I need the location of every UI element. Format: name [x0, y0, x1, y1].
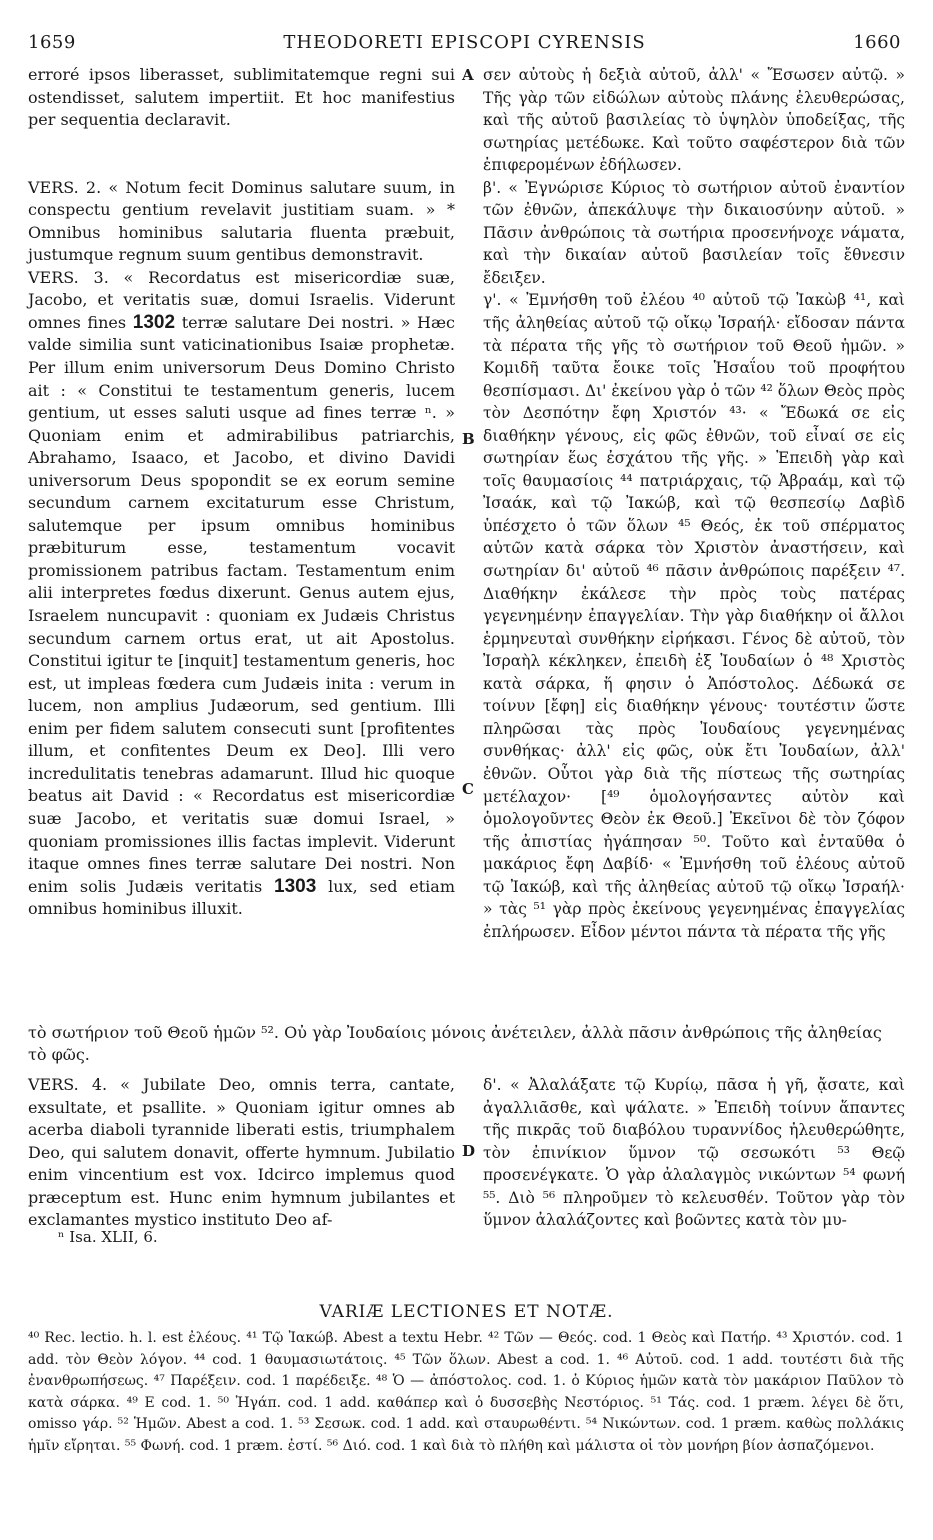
latin-column-1 [28, 64, 455, 921]
notes-title: VARIÆ LECTIONES ET NOTÆ. [319, 1302, 614, 1322]
margin-letter-a: A [462, 66, 474, 84]
margin-letter-c: C [462, 780, 474, 798]
page-number-right: 1660 [853, 32, 901, 53]
page-number-left: 1659 [28, 32, 76, 53]
fullwidth-greek-line: τὸ σωτήριον τοῦ Θεοῦ ἡμῶν ⁵². Οὐ γὰρ Ἰουδαίοις μόνοις ἀνέτειλεν, ἀλλὰ πᾶσιν ἀνθρώποις τῆς ἀληθείας τὸ φῶς. [28, 1023, 882, 1064]
margin-letter-b: B [462, 430, 475, 448]
latin-paragraph: VERS. 2. « Notum fecit Dominus salutare suum, in conspectu gentium revelavit justitiam suam. » * Omnibus hominibus salutaria fluenta præbuit, justumque regnum suum gentibus demonstravit. [28, 177, 455, 265]
column-number: 1302 [132, 311, 176, 333]
latin-paragraph: erroré ipsos liberasset, sublimitatemque regni sui ostendisset, salutem impertiit. Et hoc manifestius per sequentia declaravit. [28, 65, 455, 130]
latin-text: terræ salutare Dei nostri. » Hæc valde similia sunt vaticinationibus Isaiæ prophetæ. Per illum enim universorum Deus Domino Christo ait : « Constitui te testamentum generis, lucem gentium, ut esses saluti usque ad fines terræ ⁿ. » Quoniam enim et admirabilibus patriarchis, Abrahamo, Isaaco, et Jacobo, et divino Davidi universorum Deus spopondit se ex eorum semine secundum carnem excitaturum esse Christum, salutemque per ipsum omnibus hominibus præbiturum esse, testamentum vocavit promissionem patribus factam. Testamentum enim alii interpretes fœdus dixerunt. Genus autem ejus, Israelem nuncupavit : quoniam ex Judæis Christus secundum carnem ortus erat, ut ait Apostolus. Constitui igitur te [inquit] testamentum generis, hoc est, ut impleas fœdera cum Judæis inita : verum in lucem, non amplius Judæorum, sed gentium. Illi enim per fidem salutem consecuti sunt [profitentes illum, et confitentes Deum ex Deo]. Illi vero incredulitatis tenebras adamarunt. Illud hic quoque beatus ait David : « Recordatus est misericordiæ suæ Jacobo, et veritatis suæ domui Israel, » quoniam promissiones illis factas implevit. Viderunt itaque omnes fines terræ salutare Dei nostri. Non enim solis Judæis veritatis [28, 312, 455, 896]
latin-column-2 [28, 1074, 455, 1232]
footnote: ⁿ Isa. XLII, 6. [58, 1228, 158, 1246]
column-number: 1303 [274, 875, 317, 897]
margin-letter-d: D [462, 1142, 476, 1160]
notes-text: ⁴⁰ Rec. lectio. h. l. est ἐλέους. ⁴¹ Τῷ Ἰακώβ. Abest a textu Hebr. ⁴² Τῶν — Θεός. cod. 1 Θεὸς καὶ Πατήρ. ⁴³ Χριστόν. cod. 1 add. τὸν Θεὸν λόγον. ⁴⁴ cod. 1 θαυμασιωτάτοις. ⁴⁵ Τῶν ὅλων. Abest a cod. 1. ⁴⁶ Αὐτοῦ. cod. 1 add. τουτέστι διὰ τῆς ἐνανθρωπήσεως. ⁴⁷ Παρέξειν. cod. 1 παρέδειξε. ⁴⁸ Ὁ — ἀπόστολος. cod. 1. ὁ Κύριος ἡμῶν κατὰ τὸν μακάριον Παῦλον τὸ κατὰ σάρκα. ⁴⁹ E cod. 1. ⁵⁰ Ἠγάπ. cod. 1 add. καθάπερ καὶ ὁ δυσσεβὴς Νεστόριος. ⁵¹ Τάς. cod. 1 præm. λέγει δὲ ὅτι, omisso γάρ. ⁵² Ἡμῶν. Abest a cod. 1. ⁵³ Σεσωκ. cod. 1 add. καὶ σταυρωθέντι. ⁵⁴ Νικώντων. cod. 1 præm. καθὼς πολλάκις ἡμῖν εἴρηται. ⁵⁵ Φωνή. cod. 1 præm. ἐστί. ⁵⁶ Διό. cod. 1 καὶ διὰ τὸ πλήθη καὶ μάλιστα οἱ τὸν μονήρη βίον ἀσπαζόμενοι. [28, 1330, 904, 1454]
greek-paragraph: δ'. « Ἀλαλάξατε τῷ Κυρίῳ, πᾶσα ἡ γῆ, ᾄσατε, καὶ ἀγαλλιᾶσθε, καὶ ψάλατε. » Ἐπειδὴ τοίνυν ἅπαντες τῆς πικρᾶς τοῦ διαβόλου τυραννίδος ἠλευθερώθητε, τὸν ἐπινίκιον ὕμνον τῷ σεσωκότι ⁵³ Θεῷ προσενέγκατε. Ὁ γὰρ ἀλαλαγμὸς νικώντων ⁵⁴ φωνή ⁵⁵. Διὸ ⁵⁶ πληροῦμεν τὸ κελευσθέν. Τοῦτον γὰρ τὸν ὕμνον ἀλαλάζοντες καὶ βοῶντες κατὰ τὸν μυ- [483, 1076, 905, 1230]
latin-paragraph [28, 267, 455, 921]
greek-column-2 [483, 1074, 905, 1232]
running-title: THEODORETI EPISCOPI CYRENSIS [283, 32, 646, 53]
latin-text: lux, sed etiam omnibus hominibus illuxit. [28, 876, 456, 919]
greek-column-1 [483, 64, 905, 943]
greek-paragraph: β'. « Ἐγνώρισε Κύριος τὸ σωτήριον αὐτοῦ ἐναντίον τῶν ἐθνῶν, ἀπεκάλυψε τὴν δικαιοσύνην αὐτοῦ. » Πᾶσιν ἀνθρώποις τὰ σωτήρια προσενήνοχε νάματα, καὶ τὴν δικαίαν αὐτοῦ βασιλείαν τοῖς ἔθνεσιν ἔδειξεν. [483, 178, 905, 287]
latin-paragraph: VERS. 4. « Jubilate Deo, omnis terra, cantate, exsultate, et psallite. » Quoniam igitur omnes ab acerba diaboli tyrannide liberati estis, triumphalem Deo, qui salutem donavit, offerte hymnum. Jubilatio enim vincentium est vox. Idcirco implemus quod præceptum est. Hunc enim hymnum jubilantes et exclamantes mystico instituto Deo af- [28, 1075, 455, 1230]
greek-paragraph: γ'. « Ἐμνήσθη τοῦ ἐλέου ⁴⁰ αὐτοῦ τῷ Ἰακὼβ ⁴¹, καὶ τῆς ἀληθείας αὐτοῦ τῷ οἴκῳ Ἰσραήλ· εἴδοσαν πάντα τὰ πέρατα τῆς γῆς τὸ σωτήριον τοῦ Θεοῦ ἡμῶν. » Κομιδῆ ταῦτα ἔοικε τοῖς Ἡσαΐου τοῦ προφήτου θεσπίσμασι. Δι' ἐκείνου γὰρ ὁ τῶν ⁴² ὅλων Θεὸς πρὸς τὸν Δεσπότην ἔφη Χριστόν ⁴³· « Ἔδωκά σε εἰς διαθήκην γένους, εἰς φῶς ἐθνῶν, τοῦ εἶναί σε εἰς σωτηρίαν ἕως ἐσχάτου τῆς γῆς. » Ἐπειδὴ γὰρ καὶ τοῖς θαυμασίοις ⁴⁴ πατριάρχαις, τῷ Ἀβραάμ, καὶ τῷ Ἰσαάκ, καὶ τῷ Ἰακώβ, καὶ τῷ θεσπεσίῳ Δαβὶδ ὑπέσχετο ὁ τῶν ὅλων ⁴⁵ Θεός, ἐκ τοῦ σπέρματος αὐτῶν κατὰ σάρκα τὸν Χριστὸν ἀναστήσειν, καὶ σωτηρίαν δι' αὐτοῦ ⁴⁶ πᾶσιν ἀνθρώποις παρέξειν ⁴⁷. Διαθήκην ἐκάλεσε τὴν πρὸς τοὺς πατέρας γεγενημένην ἐπαγγελίαν. Τὴν γὰρ διαθήκην οἱ ἄλλοι ἑρμηνευταὶ συνθήκην εἰρήκασι. Γένος δὲ αὐτοῦ, τὸν Ἰσραὴλ κέκληκεν, ἐπειδὴ ἐξ Ἰουδαίων ὁ ⁴⁸ Χριστὸς κατὰ σάρκα, ἥ φησιν ὁ Ἀπόστολος. Δέδωκά σε τοίνυν [ἔφη] εἰς διαθήκην γένους· τουτέστιν ὥστε πληρῶσαι τὰς πρὸς Ἰουδαίους γεγενημένας συνθήκας· ἀλλ' εἰς φῶς, οὐκ ἔτι Ἰουδαίων, ἀλλ' ἐθνῶν. Οὗτοι γὰρ διὰ τῆς πίστεως τῆς σωτηρίας μετέλαχον· [⁴⁹ ὁμολογήσαντες αὐτὸν καὶ ὁμολογοῦντες Θεὸν ἐκ Θεοῦ.] Ἐκεῖνοι δὲ τὸν ζόφον τῆς ἀπιστίας ἠγάπησαν ⁵⁰. Τοῦτο καὶ ἐνταῦθα ὁ μακάριος ἔφη Δαβίδ· « Ἐμνήσθη τοῦ ἐλέους αὐτοῦ τῷ Ἰακώβ, καὶ τῆς ἀληθείας αὐτοῦ τῷ οἴκῳ Ἰσραήλ· » τὰς ⁵¹ γὰρ πρὸς ἐκείνους γεγενημένας ἐπαγγελίας ἐπλήρωσεν. Εἶδον μέντοι πάντα τὰ πέρατα τῆς γῆς [483, 291, 905, 941]
greek-paragraph: σεν αὐτοὺς ἡ δεξιὰ αὐτοῦ, ἀλλ' « Ἔσωσεν αὐτῷ. » Τῆς γὰρ τῶν εἰδώλων αὐτοὺς πλάνης ἐλευθερώσας, καὶ τῆς αὐτοῦ βασιλείας τὸ ὑψηλὸν ὑποδείξας, τῆς σωτηρίας μετέδωκε. Καὶ τοῦτο σαφέστερον διὰ τῶν ἐπιφερομένων ἐδήλωσεν. [483, 66, 905, 175]
running-header [28, 32, 901, 58]
latin-text: VERS. 3. « Recordatus est misericordiæ suæ, Jacobo, et veritatis suæ, domui Israelis. Viderunt omnes fines [28, 267, 455, 332]
